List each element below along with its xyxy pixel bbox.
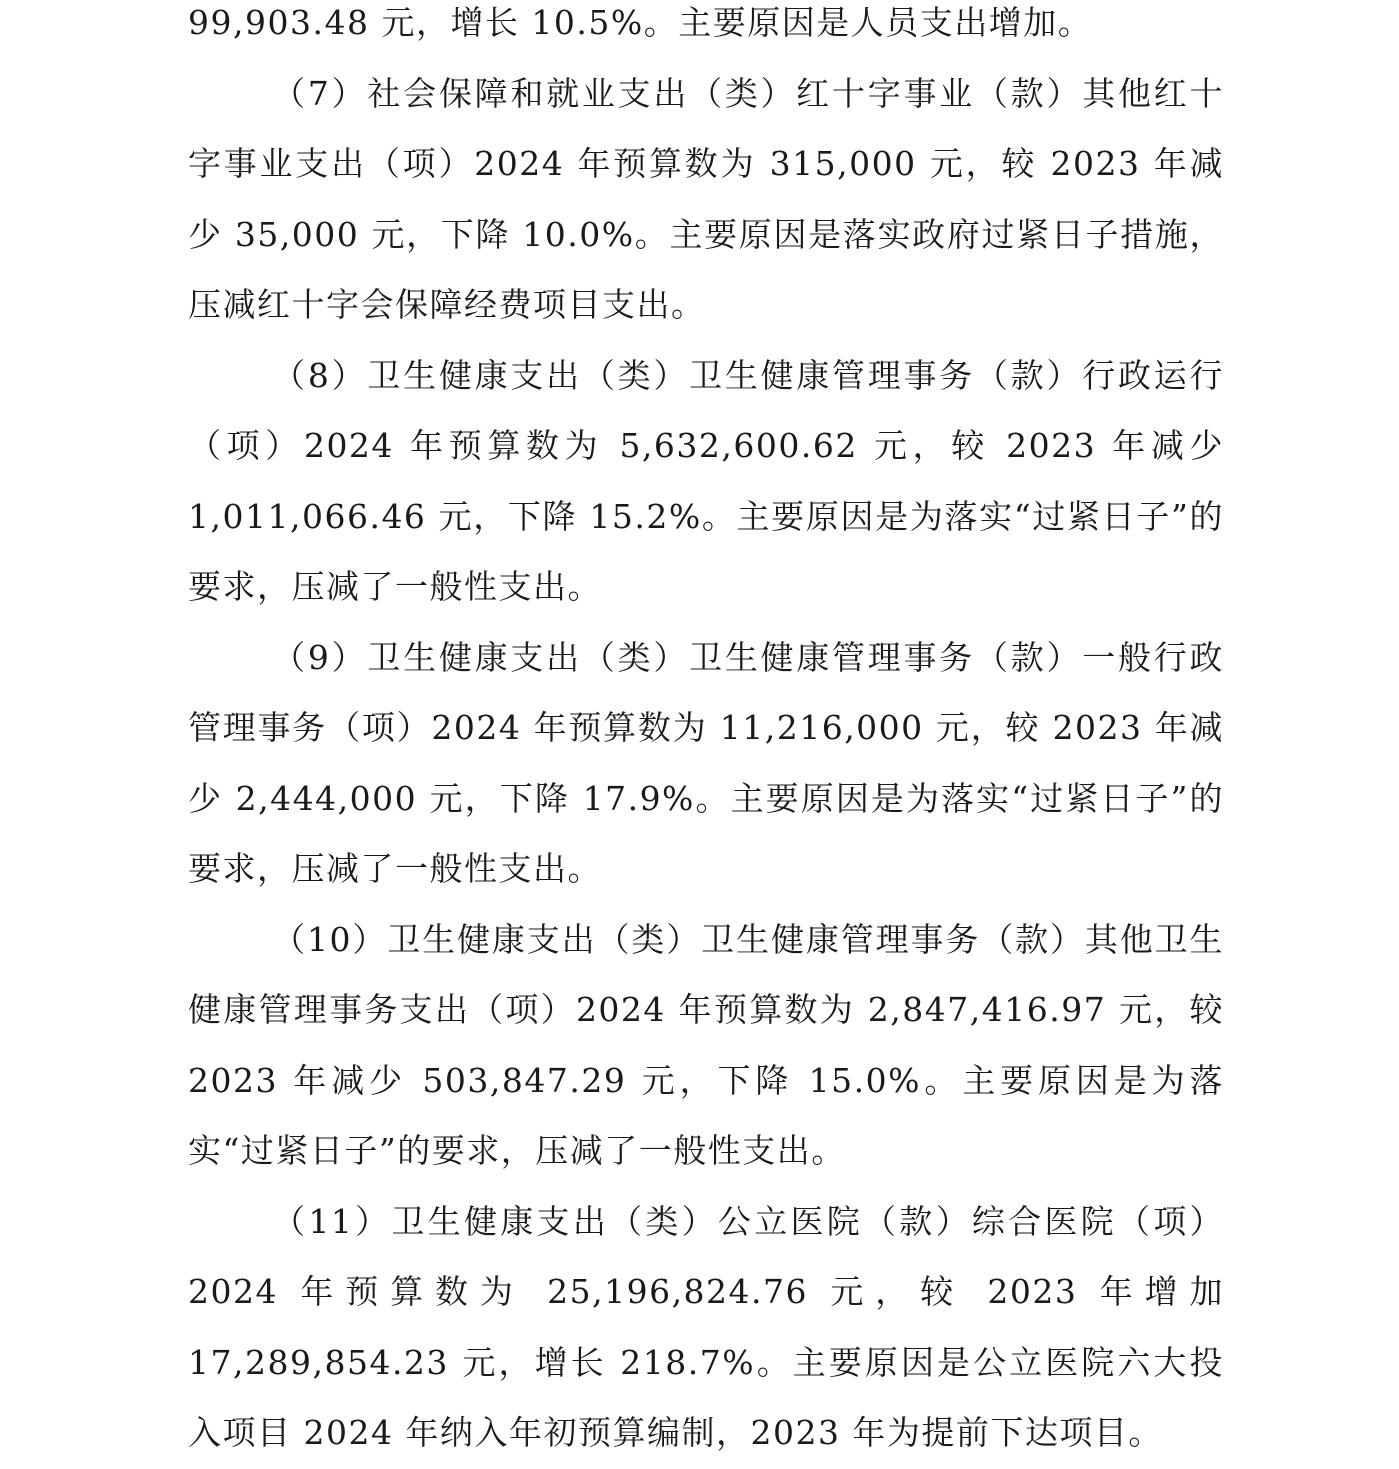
paragraph-item-10: （10）卫生健康支出（类）卫生健康管理事务（款）其他卫生健康管理事务支出（项）2024 年预算数为 2,847,416.97 元，较 2023 年减少 503,847.29 元，下降 15.0%。主要原因是为落实“过紧日子”的要求，压减了一般性支出。 [188,919,1224,1170]
document-page [188,0,1224,1469]
paragraph-item-8: （8）卫生健康支出（类）卫生健康管理事务（款）行政运行（项）2024 年预算数为 5,632,600.62 元，较 2023 年减少 1,011,066.46 元，下降 15.2%。主要原因是为落实“过紧日子”的要求，压减了一般性支出。 [188,355,1224,606]
paragraph-continuation: 99,903.48 元，增长 10.5%。主要原因是人员支出增加。 [188,3,1093,42]
paragraph-item-7: （7）社会保障和就业支出（类）红十字事业（款）其他红十字事业支出（项）2024 年预算数为 315,000 元，较 2023 年减少 35,000 元，下降 10.0%。主要原因是落实政府过紧日子措施，压减红十字会保障经费项目支出。 [188,73,1224,324]
paragraph-item-9: （9）卫生健康支出（类）卫生健康管理事务（款）一般行政管理事务（项）2024 年预算数为 11,216,000 元，较 2023 年减少 2,444,000 元，下降 17.9%。主要原因是为落实“过紧日子”的要求，压减了一般性支出。 [188,637,1224,888]
paragraph-item-11: （11）卫生健康支出（类）公立医院（款）综合医院（项）2024 年预算数为 25,196,824.76 元，较 2023 年增加 17,289,854.23 元，增长 218.7%。主要原因是公立医院六大投入项目 2024 年纳入年初预算编制，2023 年为提前下达项目。 [188,1201,1224,1452]
